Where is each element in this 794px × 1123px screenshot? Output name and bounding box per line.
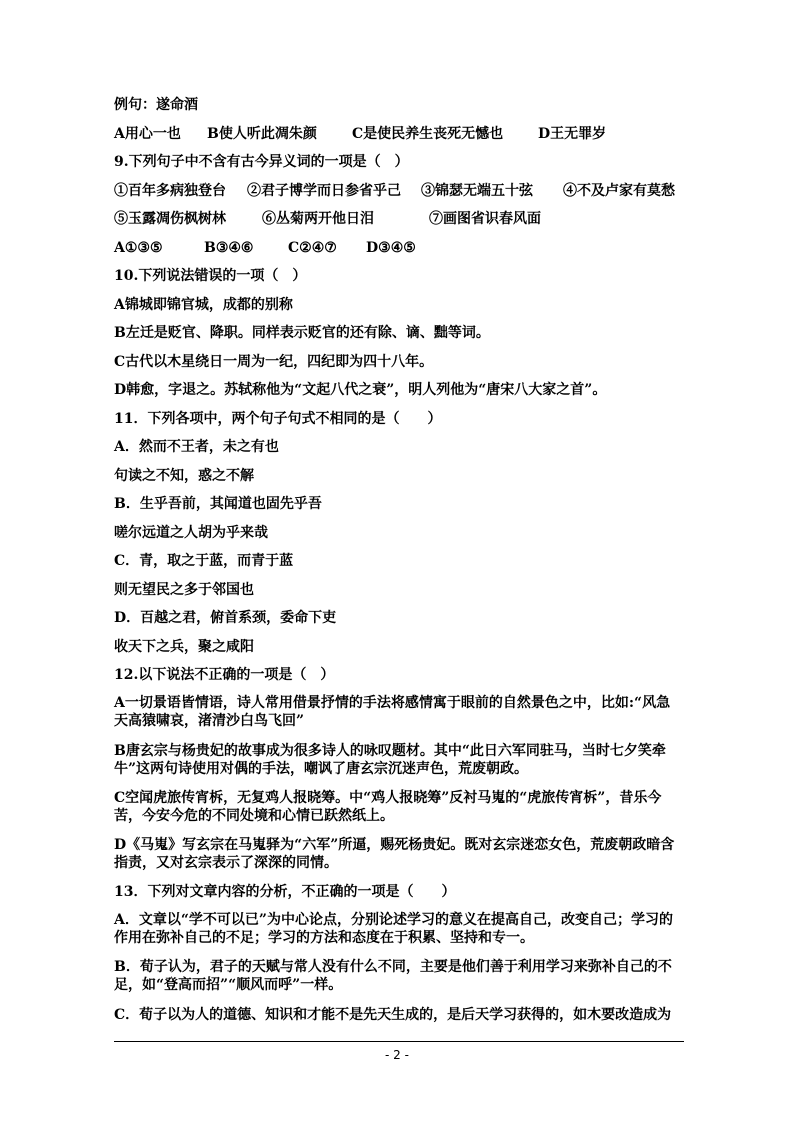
item-6: ⑥丛菊两开他日泪 <box>262 211 374 227</box>
option-c: C②④⑦ <box>288 240 337 256</box>
option-a: A①③⑤ <box>114 240 163 256</box>
q11-option-b-2: 嗟尔远道之人胡为乎来哉 <box>114 525 268 541</box>
q11-stem: 11．下列各项中，两个句子句式不相同的是（ ） <box>114 411 442 427</box>
footer-divider <box>114 1041 684 1042</box>
q9-options <box>114 239 416 257</box>
q12-option-d: D《马嵬》写玄宗在马嵬驿为“六军”所逼，赐死杨贵妃。既对玄宗迷恋女色，荒废朝政暗含指责，又对玄宗表示了深深的同情。 <box>114 837 675 871</box>
q9-items-row1 <box>114 182 675 200</box>
q9-stem: 9.下列句子中不含有古今异义词的一项是（ ） <box>114 154 409 170</box>
q11-option-b-1: B．生乎吾前，其闻道也固先乎吾 <box>114 496 322 512</box>
page-number: - 2 - <box>385 1048 409 1062</box>
item-1: ①百年多病独登台 <box>114 183 226 199</box>
q12-option-c: C空闻虎旅传宵柝，无复鸡人报晓筹。中“鸡人报晓筹”反衬马嵬的“虎旅传宵柝”，昔乐今苦，今安今危的不同处境和心情已跃然纸上。 <box>114 790 662 824</box>
q11-option-a-2: 句读之不知，惑之不解 <box>114 468 254 484</box>
q10-option-a: A锦城即锦官城，成都的别称 <box>114 297 293 313</box>
item-2: ②君子博学而日参省乎己 <box>247 183 401 199</box>
q11-option-d-2: 收天下之兵，聚之咸阳 <box>114 639 254 655</box>
item-5: ⑤玉露凋伤枫树林 <box>114 211 226 227</box>
q11-option-c-2: 则无望民之多于邻国也 <box>114 582 254 598</box>
q10-stem: 10.下列说法错误的一项（ ） <box>114 268 307 284</box>
q10-option-d: D韩愈，字退之。苏轼称他为“文起八代之衰”，明人列他为“唐宋八大家之首”。 <box>114 382 607 398</box>
option-a: A用心一也 <box>114 126 181 142</box>
q10-option-c: C古代以木星绕日一周为一纪，四纪即为四十八年。 <box>114 354 434 370</box>
item-7: ⑦画图省识春风面 <box>429 211 541 227</box>
q10-option-b: B左迁是贬官、降职。同样表示贬官的还有除、谪、黜等词。 <box>114 325 490 341</box>
q13-option-b: B．荀子认为，君子的天赋与常人没有什么不同，主要是他们善于利用学习来弥补自己的不足，如“登高而招”“顺风而呼”一样。 <box>114 959 672 993</box>
q9-items-row2 <box>114 210 541 228</box>
q12-option-b: B唐玄宗与杨贵妃的故事成为很多诗人的咏叹题材。其中“此日六军同驻马，当时七夕笑牵牛”这两句诗使用对偶的手法，嘲讽了唐玄宗沉迷声色，荒废朝政。 <box>114 743 666 777</box>
option-c: C是使民养生丧死无憾也 <box>352 126 504 142</box>
q12-stem: 12.以下说法不正确的一项是（ ） <box>114 667 335 683</box>
q11-option-d-1: D．百越之君，俯首系颈，委命下吏 <box>114 610 337 626</box>
example-sentence: 例句：遂命酒 <box>114 97 198 113</box>
item-3: ③锦瑟无端五十弦 <box>421 183 533 199</box>
q8-options <box>114 125 606 143</box>
q13-stem: 13．下列对文章内容的分析，不正确的一项是（ ） <box>114 884 456 900</box>
option-d: D③④⑤ <box>366 240 416 256</box>
option-d: D王无罪岁 <box>538 126 607 142</box>
q13-option-a: A．文章以“学不可以已”为中心论点，分别论述学习的意义在提高自己，改变自己；学习的作用在弥补自己的不足；学习的方法和态度在于积累、坚持和专一。 <box>114 912 673 946</box>
q11-option-a-1: A．然而不王者，未之有也 <box>114 439 279 455</box>
option-b: B③④⑥ <box>204 240 254 256</box>
q11-option-c-1: C．青，取之于蓝，而青于蓝 <box>114 553 294 569</box>
q13-option-c: C．荀子以为人的道德、知识和才能不是先天生成的，是后天学习获得的，如木要改造成为 <box>114 1007 672 1023</box>
q12-option-a: A一切景语皆情语，诗人常用借景抒情的手法将感情寓于眼前的自然景色之中，比如:“风急天高猿啸哀，渚清沙白鸟飞回” <box>114 695 671 729</box>
item-4: ④不及卢家有莫愁 <box>563 183 675 199</box>
option-b: B使人听此凋朱颜 <box>207 126 317 142</box>
